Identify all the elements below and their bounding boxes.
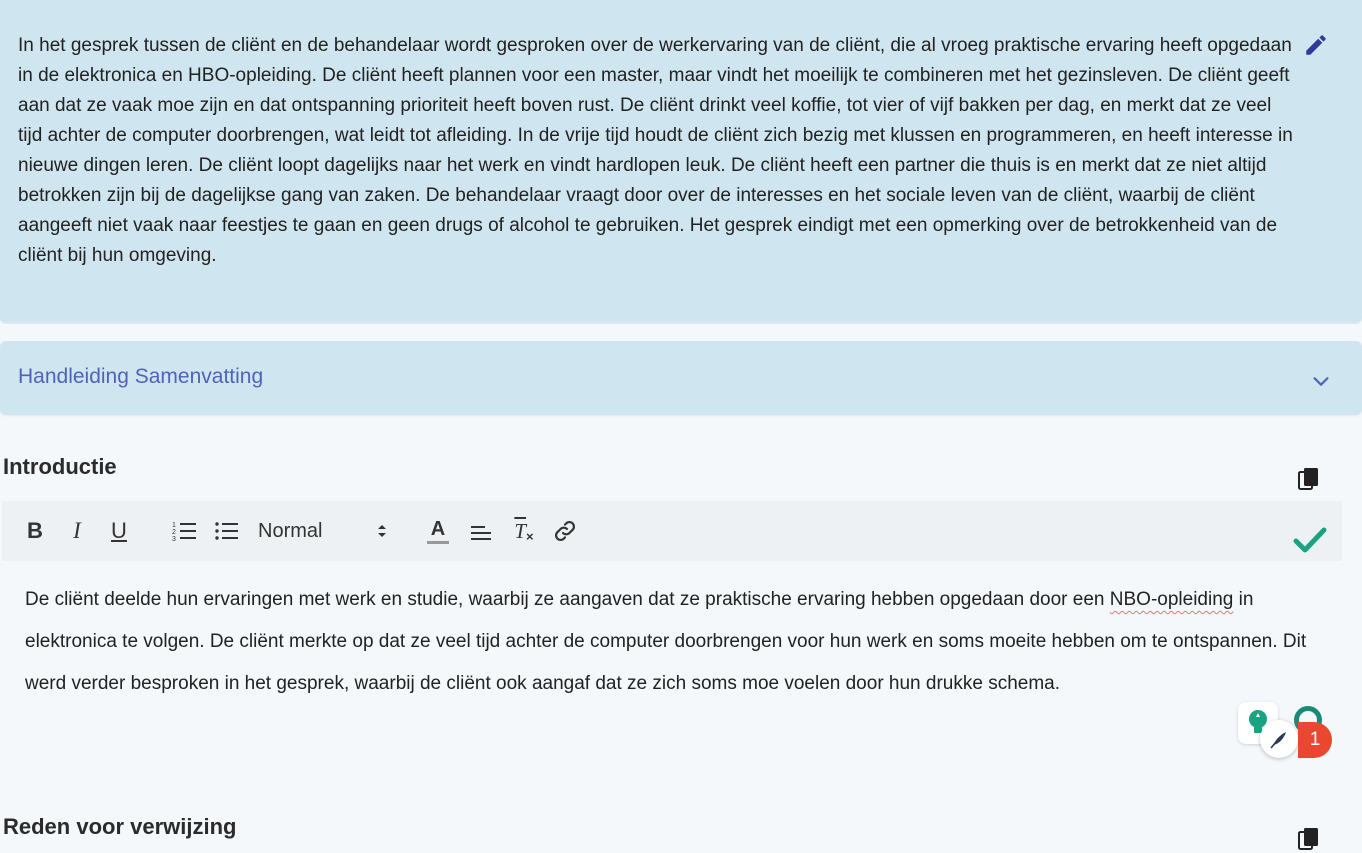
issue-count-badge[interactable]: 1	[1298, 722, 1332, 758]
underline-button[interactable]: U	[111, 518, 127, 543]
text-color-letter: A	[430, 517, 446, 540]
section-title-reden: Reden voor verwijzing	[3, 814, 237, 839]
svg-text:1: 1	[172, 522, 176, 529]
copy-icon[interactable]	[1298, 827, 1320, 853]
summary-text: In het gesprek tussen de cliënt en de behandelaar wordt gesproken over de werkervaring van de cliënt, die al vroeg praktische ervaring heeft opgedaan in de elektronica en HBO-opleiding. De cliënt heeft plannen voor een master, maar vindt het moeilijk te combineren met het gezinsleven. De cliënt geeft aan dat ze vaak moe zijn en dat ontspanning prioriteit heeft boven rust. De cliënt drinkt veel koffie, tot vier of vijf bakken per dag, en merkt dat ze veel tijd achter de computer doorbrengen, wat leidt tot afleiding. In de vrije tijd houdt de cliënt zich bezig met klussen en programmeren, en heeft interesse in nieuwe dingen leren. De cliënt loopt dagelijks naar het werk en vindt hardlopen leuk. De cliënt heeft een partner die thuis is en merkt dat ze niet altijd betrokken zijn bij de dagelijkse gang van zaken. De behandelaar vraagt door over de interesses en het sociale leven van de cliënt, waarbij de cliënt aangeeft niet vaak naar feestjes te gaan en geen drugs of alcohol te gebruiken. Het gesprek eindigt met een opmerking over de betrokkenheid van de cliënt bij hun omgeving.	[18, 35, 1293, 266]
select-arrows-icon	[376, 522, 388, 540]
copy-icon[interactable]	[1298, 467, 1320, 493]
format-select[interactable]	[258, 515, 388, 547]
svg-text:2: 2	[172, 529, 176, 536]
feather-icon[interactable]	[1260, 720, 1298, 758]
clear-format-button[interactable]	[510, 515, 538, 547]
accordion-handleiding[interactable]	[0, 341, 1362, 415]
italic-button[interactable]: I	[73, 518, 81, 543]
ordered-list-icon[interactable]	[172, 515, 198, 547]
editor-text-1: De cliënt deelde hun ervaringen met werk en studie, waarbij ze aangaven dat ze praktische ervaring hebben opgedaan door een	[25, 589, 1110, 610]
chevron-down-icon[interactable]	[1310, 370, 1332, 392]
editor-text-2: in elektronica te volgen. De cliënt merkte op dat ze veel tijd achter de computer doorbrengen voor hun werk en soms moeite hebben om te ontspannen. Dit werd verder besproken in het gesprek, waarbij de cliënt ook aangaf dat ze zich soms moe voelen door hun drukke schema.	[25, 589, 1307, 694]
format-select-value: Normal	[258, 519, 323, 542]
bullet-list-icon[interactable]	[214, 515, 240, 547]
link-icon[interactable]	[552, 515, 578, 547]
color-underline	[427, 541, 449, 544]
misspelled-word[interactable]: NBO-opleiding	[1109, 589, 1234, 610]
clear-x-icon: ×	[526, 528, 534, 544]
editor-toolbar	[2, 501, 1342, 561]
pencil-icon[interactable]	[1303, 32, 1329, 58]
grammar-widget[interactable]	[1238, 702, 1334, 760]
svg-text:3: 3	[172, 536, 176, 543]
align-icon[interactable]	[468, 515, 494, 547]
bold-button[interactable]: B	[27, 518, 43, 543]
check-icon[interactable]	[1292, 524, 1328, 556]
text-color-button[interactable]	[426, 515, 450, 547]
summary-card	[0, 0, 1362, 324]
editor-content[interactable]	[25, 579, 1325, 705]
section-title-introductie: Introductie	[3, 454, 117, 479]
clear-format-letter: $\overline{T}$	[514, 518, 527, 543]
accordion-title: Handleiding Samenvatting	[18, 365, 264, 388]
